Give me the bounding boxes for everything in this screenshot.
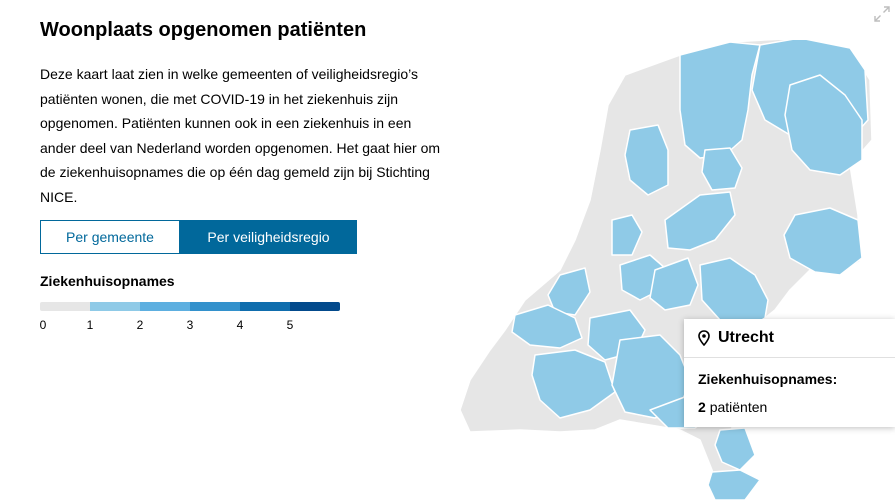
legend-tick: 4 [236, 318, 244, 332]
map-pin-icon [698, 330, 710, 346]
legend-swatch-4 [240, 302, 290, 311]
region-type-toggle [40, 220, 357, 254]
tooltip-region-name: Utrecht [718, 329, 775, 346]
tooltip-label: Ziekenhuisopnames: [698, 371, 838, 387]
legend-title: Ziekenhuisopnames [40, 273, 175, 289]
legend-tick: 5 [286, 318, 294, 332]
legend-tick: 2 [136, 318, 144, 332]
region-tooltip [684, 319, 895, 427]
tooltip-unit: patiënten [709, 399, 768, 415]
legend-tick: 1 [86, 318, 94, 332]
page-title: Woonplaats opgenomen patiënten [40, 19, 367, 41]
netherlands-map [455, 40, 895, 503]
legend-swatch-0 [40, 302, 90, 311]
tooltip-header [684, 319, 895, 358]
map-description: Deze kaart laat zien in welke gemeenten of veiligheidsregio’s patiënten wonen, die met COVID-19 in het ziekenhuis zijn opgenomen. Patiënten kunnen ook in een ziekenhuis in een ander deel van Nederland worden opgenomen. Het gaat hier om de ziekenhuisopnames die op één dag gemeld zijn bij Stichting NICE. [40, 66, 441, 205]
per-gemeente-button[interactable]: Per gemeente [40, 220, 180, 254]
legend-tick: 3 [186, 318, 194, 332]
legend-tick: 0 [39, 318, 47, 332]
legend-swatch-3 [190, 302, 240, 311]
region-limburg-zuid[interactable] [708, 470, 760, 500]
per-veiligheidsregio-button[interactable]: Per veiligheidsregio [180, 220, 357, 254]
legend-swatch-2 [140, 302, 190, 311]
legend-swatch-5 [290, 302, 340, 311]
legend-swatch-1 [90, 302, 140, 311]
expand-icon[interactable] [873, 5, 891, 23]
legend-ticks [40, 318, 340, 334]
tooltip-count: 2 [698, 399, 706, 415]
tooltip-value [698, 399, 767, 415]
legend-color-scale [40, 302, 340, 311]
